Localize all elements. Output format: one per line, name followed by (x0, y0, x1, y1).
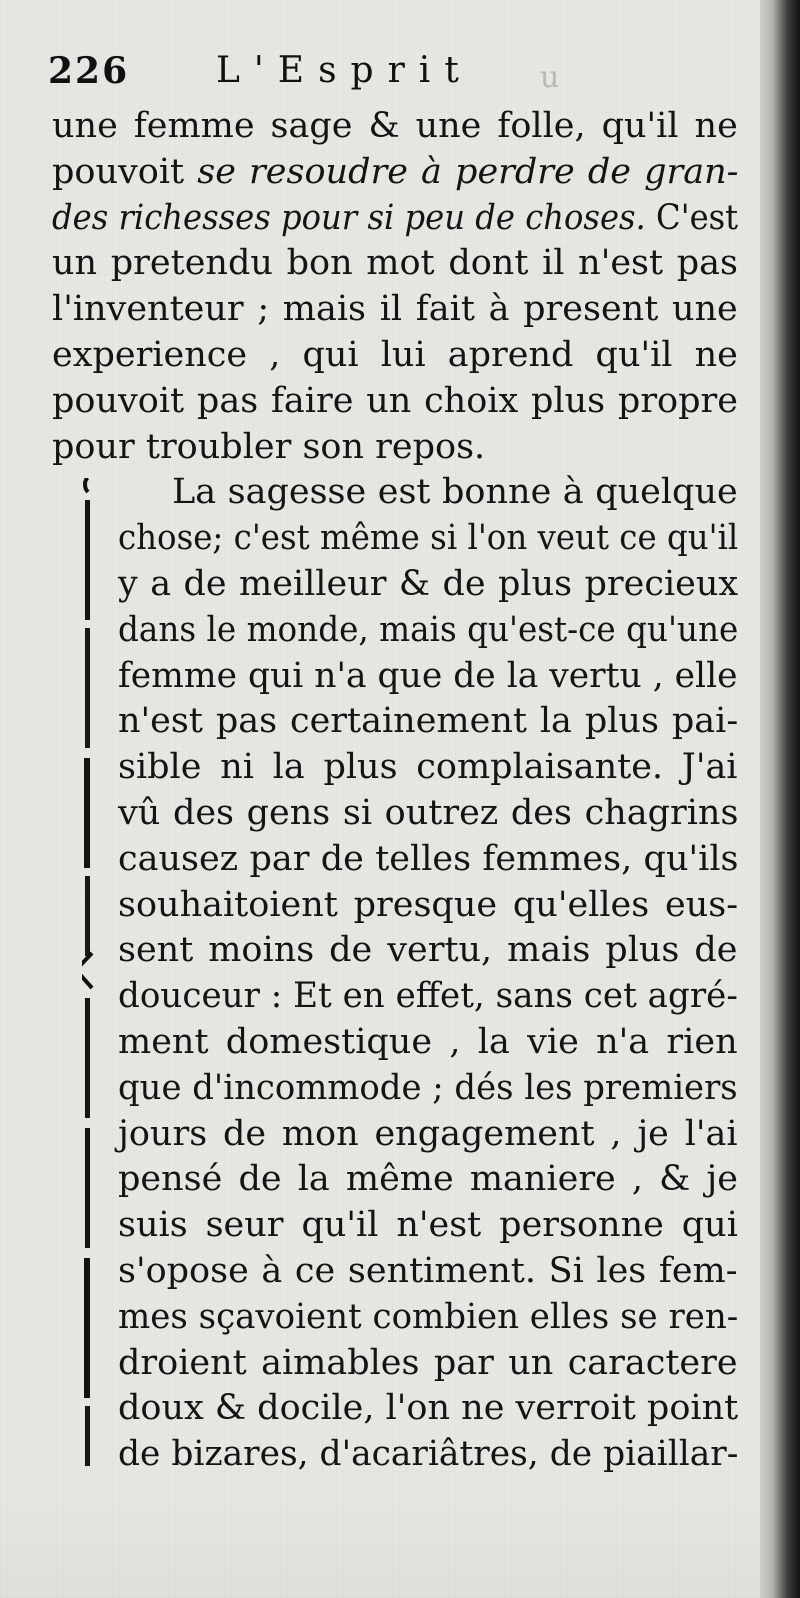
page-edge-shadow (760, 0, 800, 1598)
text-line (52, 333, 738, 377)
text-run: C'est (645, 197, 739, 238)
text-run: n'est pas certainement la plus pai- (118, 701, 739, 742)
text-line (118, 608, 738, 652)
text-line (118, 883, 738, 927)
text-line (118, 1249, 738, 1293)
italic-text-run: se resoudre à perdre de gran- (197, 151, 739, 192)
text-line (118, 791, 738, 835)
text-line (118, 1203, 738, 1247)
text-line (52, 287, 738, 331)
text-line (118, 1386, 738, 1430)
text-line (118, 654, 738, 698)
text-line (118, 516, 738, 560)
text-line (118, 974, 738, 1018)
text-line (118, 699, 738, 743)
text-run: pouvoit pas faire un choix plus propre (52, 380, 738, 421)
page-number: 226 (48, 50, 130, 92)
italic-text-run: des richesses pour si peu de choses. (52, 197, 646, 238)
text-run: sible ni la plus complaisante. J'ai (118, 747, 738, 788)
text-run: s'opose à ce sentiment. Si les fem- (118, 1251, 738, 1291)
text-line (118, 1432, 738, 1476)
text-run: causez par de telles femmes, qu'ils (118, 838, 739, 879)
text-run: une femme sage & une folle, qu'il ne (52, 106, 738, 146)
text-run: jours de mon engagement , je l'ai (118, 1113, 738, 1154)
text-run: droient aimables par un caractere (118, 1342, 738, 1383)
text-run: pensé de la même maniere , & je (118, 1159, 738, 1200)
text-run: pouvoit (52, 151, 198, 192)
text-line (172, 470, 738, 514)
text-line (52, 196, 738, 240)
text-line (118, 745, 738, 789)
text-run: La sagesse est bonne à quelque (172, 472, 738, 513)
text-run: vû des gens si outrez des chagrins (118, 793, 739, 833)
text-run: y a de meilleur & de plus precieux (118, 564, 739, 604)
text-line (118, 928, 737, 972)
bleed-through-mark: u (540, 60, 566, 95)
text-run: dans le monde, mais qu'est-ce qu'une (118, 609, 739, 650)
text-run: suis seur qu'il n'est personne qui (118, 1205, 738, 1246)
text-line (52, 425, 485, 469)
text-line (52, 104, 738, 148)
text-run: chose; c'est même si l'on veut ce qu'il (118, 518, 739, 559)
text-run: de bizares, d'acariâtres, de piaillar- (118, 1434, 739, 1475)
running-title: L'Esprit (216, 50, 473, 91)
text-line (52, 150, 738, 194)
text-line (118, 1295, 738, 1339)
text-run: l'inventeur ; mais il fait à present une (52, 289, 738, 330)
text-run: experience , qui lui aprend qu'il ne (52, 335, 738, 375)
text-line (118, 562, 738, 606)
text-line (52, 241, 738, 285)
text-run: pour troubler son repos. (52, 426, 486, 467)
text-run: sent moins de vertu, mais plus de (118, 930, 738, 971)
text-run: mes sçavoient combien elles se ren- (118, 1296, 739, 1337)
text-line (118, 1020, 738, 1064)
text-run: un pretendu bon mot dont il n'est pas (52, 243, 739, 284)
text-run: doux & docile, l'on ne verroit point (118, 1388, 739, 1429)
text-line (52, 379, 738, 423)
text-line (118, 1341, 738, 1385)
page-header (48, 50, 748, 100)
text-run: souhaitoient presque qu'elles eus- (118, 884, 739, 925)
text-run: douceur : Et en effet, sans cet agré- (118, 976, 738, 1017)
text-run: femme qui n'a que de la vertu , elle (118, 655, 738, 696)
text-run: ment domestique , la vie n'a rien (118, 1022, 738, 1062)
text-run: que d'incommode ; dés les premiers (118, 1067, 738, 1108)
page-shadow (0, 1490, 768, 1598)
text-line (118, 1157, 738, 1201)
text-line (118, 1066, 738, 1110)
text-line (118, 1112, 738, 1156)
margin-bracket-mark (82, 478, 122, 1478)
text-line (118, 837, 738, 881)
